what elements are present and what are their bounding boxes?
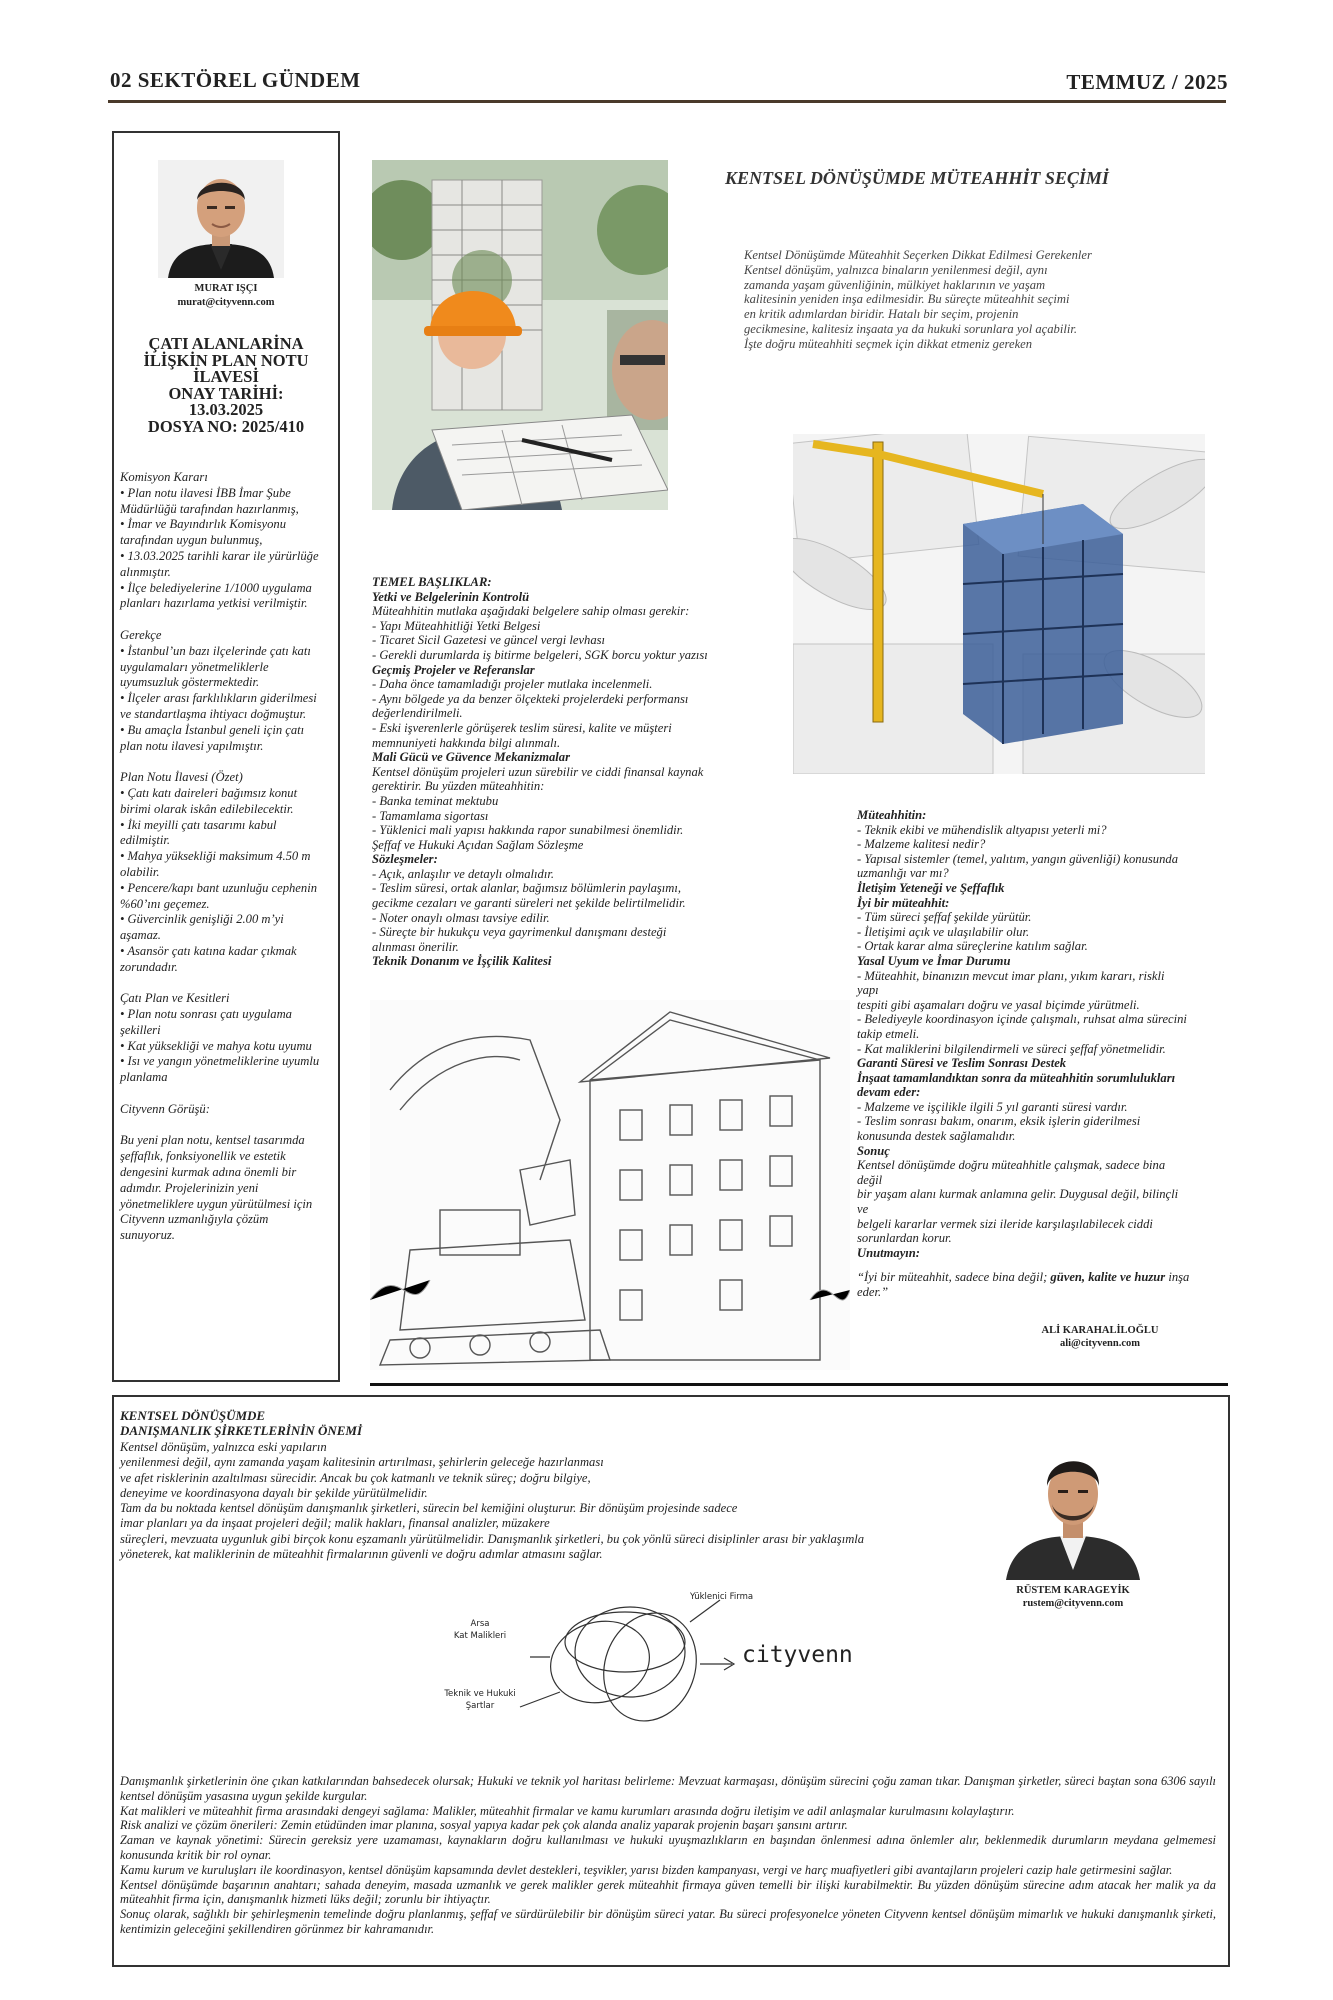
text-line: Müteahhitin mutlaka aşağıdaki belgelere sahip olması gerekir:	[372, 604, 690, 619]
text-line: - Yüklenici mali yapısı hakkında rapor sunabilmesi önemlidir.	[372, 823, 684, 838]
text-line: İyi bir müteahhit:	[857, 895, 950, 910]
crane-image	[793, 434, 1205, 774]
text-line: • Plan notu sonrası çatı uygulama şekilleri	[120, 1007, 292, 1037]
text-line: deneyime ve koordinasyona dayalı bir şekilde yürütülmelidir.	[120, 1485, 428, 1500]
author-photo	[1000, 1440, 1146, 1580]
brand-wordmark: cityvenn	[742, 1642, 853, 1668]
text-line: sorunlardan korur.	[857, 1231, 952, 1246]
text-line: Şeffaf ve Hukuki Açıdan Sağlam Sözleşme	[372, 837, 584, 852]
text-line: • Kat yüksekliği ve mahya kotu uyumu	[120, 1038, 312, 1053]
text-line: Cityvenn Görüşü:	[120, 1101, 210, 1116]
text-line: değil	[857, 1172, 883, 1187]
title-line: DANIŞMANLIK ŞİRKETLERİNİN ÖNEMİ	[120, 1423, 363, 1438]
text-line: • İki meyilli çatı tasarımı kabul edilmiştir.	[120, 817, 277, 848]
article2-body-right	[857, 808, 1227, 1260]
text-line: İletişim Yeteneği ve Şeffaflık	[857, 880, 1005, 895]
text-line: devam eder:	[857, 1085, 921, 1100]
text-line: • Plan notu ilavesi İBB İmar Şube Müdürlüğü tarafından hazırlanmış,	[120, 485, 299, 516]
text-line: - Yapı Müteahhitliği Yetki Belgesi	[372, 618, 541, 633]
text-line: Yetki ve Belgelerinin Kontrolü	[372, 589, 530, 604]
text-line	[120, 976, 326, 992]
text-line: Kentsel dönüşümde doğru müteahhitle çalışmak, sadece bina	[857, 1158, 1166, 1173]
author-photo	[158, 160, 284, 278]
text-line: • Asansör çatı katına kadar çıkmak zorundadır.	[120, 943, 297, 974]
title-line: İLİŞKİN PLAN NOTU	[143, 350, 309, 370]
diagram-label-line: Teknik ve Hukuki	[444, 1689, 516, 1699]
text-line: gecikme cezaları ve garanti süreleri net şekilde belirtilmelidir.	[372, 896, 686, 911]
text-line: Sözleşmeler:	[372, 852, 438, 867]
text-line: - Teslim süresi, ortak alanlar, bağımsız bölümlerin paylaşımı,	[372, 881, 682, 896]
text-line: • Pencere/kapı bant uzunluğu cephenin %60’ını geçemez.	[120, 880, 317, 911]
text-line	[120, 1086, 326, 1102]
text-line: Garanti Süresi ve Teslim Sonrası Destek	[857, 1056, 1067, 1071]
title-line: ÇATI ALANLARİNA	[148, 334, 304, 353]
quote-text: “İyi bir müteahhit, sadece bina değil;	[857, 1270, 1051, 1284]
text-line: Unutmayın:	[857, 1245, 920, 1260]
text-line: Risk analizi ve çözüm önerileri: Zemin etüdünden imar planına, sosyal yapıya kadar pek çok alanda analiz yaparak projenin başarı şansını artırır.	[120, 1818, 848, 1833]
text-line: • Isı ve yangın yönetmeliklerine uyumlu planlama	[120, 1054, 320, 1085]
text-line: TEMEL BAŞLIKLAR:	[372, 575, 492, 589]
text-line: Danışmanlık şirketlerinin öne çıkan katkılarından bahsedecek olursak; Hukuki ve teknik yol haritası belirleme: Mevzuat karmaşası, dönüşüm sürecini çoğu zaman tıkar. Danışman şirketler, süreci baştan sona 6306 sayılı kentsel dönüşüm yasasına uygun şekilde kurgular.	[120, 1774, 1216, 1803]
author-name: MURAT IŞÇI	[194, 283, 258, 294]
text-line: yöneterek, kat maliklerinin de müteahhit firmalarının güvenli ve doğru adımlar atmasını sağlar.	[120, 1547, 603, 1562]
text-line: Mali Gücü ve Güvence Mekanizmalar	[372, 750, 570, 765]
article2-quote	[857, 1270, 1227, 1299]
text-line: • Mahya yüksekliği maksimum 4.50 m olabilir.	[120, 849, 311, 879]
text-line: Kentsel Dönüşümde Müteahhit Seçerken Dikkat Edilmesi Gerekenler	[744, 248, 1092, 262]
text-line: - Gerekli durumlarda iş bitirme belgeleri, SGK borcu yoktur yazısı	[372, 647, 708, 662]
text-line: • Güvercinlik genişliği 2.00 m’yi aşamaz.	[120, 912, 284, 943]
article3-intro	[120, 1440, 990, 1562]
author-email: ali@cityvenn.com	[1059, 1338, 1141, 1349]
text-line: - Tüm süreci şeffaf şekilde yürütür.	[857, 910, 1032, 925]
text-line: Kat malikleri ve müteahhit firma arasındaki dengeyi sağlama: Malikler, müteahhit firmalar ve kamu kurumları arasında doğru iletişim ve adil anlaşmalar kurulmasını kolaylaştırır.	[120, 1803, 1015, 1818]
text-line: - Tamamlama sigortası	[372, 808, 489, 823]
text-line: • Bu amaçla İstanbul geneli için çatı plan notu ilavesi yapılmıştır.	[120, 722, 305, 753]
text-line: • 13.03.2025 tarihli karar ile yürürlüğe alınmıştır.	[120, 548, 319, 579]
text-line: Gerekçe	[120, 627, 162, 642]
diagram-label	[430, 1688, 530, 1712]
title-line: KENTSEL DÖNÜŞÜMDE	[120, 1408, 266, 1423]
text-line: yapı	[857, 983, 879, 998]
author-name: ALİ KARAHALİLOĞLU	[1041, 1325, 1159, 1336]
text-line: Sonuç	[857, 1143, 890, 1158]
text-line: - Malzeme ve işçilikle ilgili 5 yıl garanti süresi vardır.	[857, 1099, 1128, 1114]
diagram-label	[440, 1618, 520, 1642]
text-line: - Kat maliklerini bilgilendirmeli ve süreci şeffaf yönetmelidir.	[857, 1041, 1166, 1056]
text-line: Zaman ve kaynak yönetimi: Sürecin gereksiz yere uzamaması, kaynakların doğru kullanılması ve hukuki uyuşmazlıkların en başından önlenmesi adına önlemler alır, beklenmedik durumların meydana gelmemesi konusunda kritik bir rol oynar.	[120, 1833, 1216, 1862]
text-line: Teknik Donanım ve İşçilik Kalitesi	[372, 954, 552, 969]
text-line: - Yapısal sistemler (temel, yalıtım, yangın güvenliği) konusunda	[857, 851, 1178, 866]
text-line: - Teslim sonrası bakım, onarım, eksik işlerin giderilmesi	[857, 1114, 1141, 1129]
text-line: • İlçeler arası farklılıkların giderilmesi ve standartlaşma ihtiyacı doğmuştur.	[120, 691, 317, 721]
text-line: Kentsel dönüşümde başarının anahtarı; sahada deneyim, masada uzmanlık ve gerek malikler gerek müteahhit firmaya güven temelli bir ilişki kurabilmektir. Bu yüzden dönüşüm sürecine adım atacak her malik ya da müteahhit firma için, danışmanlık hizmeti lüks değil; zorunlu bir ihtiyaçtır.	[120, 1877, 1216, 1907]
text-line: en kritik adımlardan biridir. Hatalı bir seçim, projenin	[744, 307, 1019, 322]
text-line: - Belediyeyle koordinasyon içinde çalışmalı, ruhsat alma sürecini	[857, 1012, 1187, 1027]
text-line: bir yaşam alanı kurmak anlamına gelir. Duygusal değil, bilinçli	[857, 1187, 1179, 1202]
text-line: Müteahhitin:	[857, 808, 927, 822]
text-line: takip etmeli.	[857, 1026, 920, 1041]
text-line: uzmanlığı var mı?	[857, 866, 949, 881]
text-line: belgeli kararlar vermek sizi ileride karşılaşılabilecek ciddi	[857, 1216, 1153, 1231]
text-line: - Noter onaylı olması tavsiye edilir.	[372, 910, 550, 925]
text-line: gecikmesine, kalitesiz inşaata ya da hukuki sorunlara yol açabilir.	[744, 321, 1077, 336]
text-line: Kamu kurum ve kuruluşları ile koordinasyon, kentsel dönüşüm kapsamında devlet destekleri, teşvikler, yarısı bizden kampanyası, vergi ve harç muafiyetleri gibi avantajların projeleri cazip hale getirmesini sağlar.	[120, 1862, 1173, 1877]
text-line: zamanda yaşam güvenliğinin, mülkiyet haklarının ve yaşam	[744, 277, 1046, 292]
text-line: yenilenmesi değil, aynı zamanda yaşam kalitesinin artırılması, şehirlerin geleceğe hazırlanması	[120, 1455, 604, 1470]
diagram-label-line: Şartlar	[465, 1701, 495, 1711]
text-line: Yasal Uyum ve İmar Durumu	[857, 953, 1011, 968]
connector-line	[690, 1600, 720, 1622]
text-line: • İmar ve Bayındırlık Komisyonu tarafından uygun bulunmuş,	[120, 517, 287, 548]
text-line: memnuniyeti hakkında bilgi alınmalı.	[372, 735, 561, 750]
article3-title	[120, 1408, 362, 1438]
author-email: murat@cityvenn.com	[177, 297, 275, 308]
text-line: gerektirir. Bu yüzden müteahhitin:	[372, 779, 545, 794]
diagram-label: Yüklenici Firma	[690, 1592, 754, 1602]
text-line: • İstanbul’un bazı ilçelerinde çatı katı uygulamaları yönetmeliklerle uyumsuzluk göstermektedir.	[120, 643, 311, 690]
circle-shape	[541, 1610, 658, 1713]
author-email: rustem@cityvenn.com	[1022, 1598, 1124, 1609]
text-line: - Daha önce tamamladığı projeler mutlaka incelenmeli.	[372, 677, 653, 692]
text-line: Kentsel dönüşüm, yalnızca binaların yenilenmesi değil, aynı	[744, 262, 1048, 277]
architect-image	[372, 160, 668, 510]
author-name: RÜSTEM KARAGEYİK	[1016, 1585, 1130, 1596]
text-line: Bu yeni plan notu, kentsel tasarımda şeffaflık, fonksiyonellik ve estetik dengesini kurmak adına önemli bir adımdır. Projelerinizin yeni yönetmeliklere uygun yürütülmesi için Cityvenn uzmanlığıyla çözüm sunuyoruz.	[120, 1133, 313, 1243]
plan-note-title	[112, 336, 340, 435]
text-line: ve afet risklerinin azaltılması sürecidir. Ancak bu çok katmanlı ve teknik süreç; doğru bilgiye,	[120, 1470, 591, 1485]
section-header: 02 SEKTÖREL GÜNDEM	[110, 68, 361, 92]
text-line: alınması önerilir.	[372, 939, 459, 954]
text-line: Çatı Plan ve Kesitleri	[120, 991, 230, 1006]
article2-title: KENTSEL DÖNÜŞÜMDE MÜTEAHHİT SEÇİMİ	[725, 168, 1109, 188]
quote-emphasis: güven, kalite ve huzur	[1050, 1270, 1166, 1284]
text-line: - Eski işverenlerle görüşerek teslim süresi, kalite ve müşteri	[372, 720, 672, 735]
article3-body	[120, 1774, 1216, 1937]
text-line	[120, 612, 326, 628]
section-rule	[370, 1383, 1228, 1386]
text-line: kalitesinin yeniden inşa edilmesidir. Bu süreçte müteahhit seçimi	[744, 292, 1070, 307]
circle-shape	[575, 1607, 685, 1697]
text-line: - Ticaret Sicil Gazetesi ve güncel vergi levhası	[372, 633, 606, 648]
article2-body-middle	[372, 575, 732, 969]
text-line: konusunda destek sağlamalıdır.	[857, 1129, 1016, 1144]
text-line: süreçleri, mevzuata uygunluk gibi birçok konu eşzamanlı yürütülmelidir. Danışmanlık şirketleri, bu çok yönlü süreci disiplinler arası bir yaklaşımla	[120, 1531, 865, 1546]
text-line: - Malzeme kalitesi nedir?	[857, 837, 986, 852]
text-line: • İlçe belediyelerine 1/1000 uygulama planları hazırlama yetkisi verilmiştir.	[120, 580, 312, 611]
demolition-sketch-image	[370, 1000, 850, 1370]
article2-intro	[744, 248, 1184, 352]
quote-text: eder.”	[857, 1284, 889, 1299]
text-line: tespiti gibi aşamaları doğru ve yasal biçimde yürütmeli.	[857, 997, 1140, 1012]
text-line: Tam da bu noktada kentsel dönüşüm danışmanlık şirketleri, sürecin bel kemiğini oluşturur. Bir dönüşüm projesinde sadece	[120, 1501, 738, 1516]
text-line: Sonuç olarak, sağlıklı bir şehirleşmenin temelinde doğru planlanmış, şeffaf ve sürdürülebilir bir dönüşüm süreci yatar. Bu süreci profesyonelce yöneten Cityvenn kentsel dönüşüm mimarlık ve hukuki danışmanlık şirketi, kentimizin geleceğini şekillendiren görünmez bir kahramanıdır.	[120, 1907, 1216, 1936]
text-line: - Teknik ekibi ve mühendislik altyapısı yeterli mi?	[857, 822, 1107, 837]
text-line: - Açık, anlaşılır ve detaylı olmalıdır.	[372, 866, 554, 881]
text-line	[120, 754, 326, 770]
text-line: değerlendirilmeli.	[372, 706, 463, 721]
plan-note-body	[120, 470, 326, 1244]
text-line: - İletişimi açık ve ulaşılabilir olur.	[857, 924, 1030, 939]
title-line: DOSYA NO: 2025/410	[147, 416, 305, 436]
issue-date: TEMMUZ / 2025	[1066, 70, 1228, 94]
text-line: Kentsel dönüşüm projeleri uzun sürebilir ve ciddi finansal kaynak	[372, 764, 704, 779]
text-line: - Banka teminat mektubu	[372, 793, 499, 808]
text-line: imar planları ya da inşaat projeleri değil; malik hakları, finansal analizler, müzakere	[120, 1516, 550, 1531]
title-line: İLAVESİ	[193, 367, 259, 386]
title-line: 13.03.2025	[188, 400, 264, 419]
text-line: - Süreçte bir hukukçu veya gayrimenkul danışmanı desteği	[372, 925, 667, 940]
text-line: - Aynı bölgede ya da benzer ölçekteki projelerdeki performansı	[372, 691, 689, 706]
text-line: - Müteahhit, binanızın mevcut imar planı, yıkım kararı, riskli	[857, 968, 1165, 983]
circle-shape	[565, 1612, 685, 1672]
text-line: İnşaat tamamlandıktan sonra da müteahhitin sorumlulukları	[857, 1070, 1176, 1085]
text-line: Komisyon Kararı	[120, 470, 208, 484]
header-rule	[108, 100, 1226, 103]
text-line: • Çatı katı daireleri bağımsız konut birimi olarak iskân edilebilecektir.	[120, 785, 298, 816]
diagram-label-line: Arsa	[470, 1619, 490, 1629]
text-line: İşte doğru müteahhiti seçmek için dikkat etmeniz gereken	[744, 336, 1033, 351]
title-line: ONAY TARİHİ:	[168, 383, 284, 403]
diagram-label-line: Kat Malikleri	[453, 1631, 507, 1641]
text-line: Kentsel dönüşüm, yalnızca eski yapıların	[120, 1440, 327, 1454]
text-line	[120, 1118, 326, 1134]
text-line: - Ortak karar alma süreçlerine katılım sağlar.	[857, 939, 1088, 954]
text-line: Plan Notu İlavesi (Özet)	[120, 770, 243, 785]
text-line: ve	[857, 1202, 869, 1217]
quote-text: inşa	[1165, 1270, 1190, 1284]
text-line: Geçmiş Projeler ve Referanslar	[372, 662, 535, 677]
